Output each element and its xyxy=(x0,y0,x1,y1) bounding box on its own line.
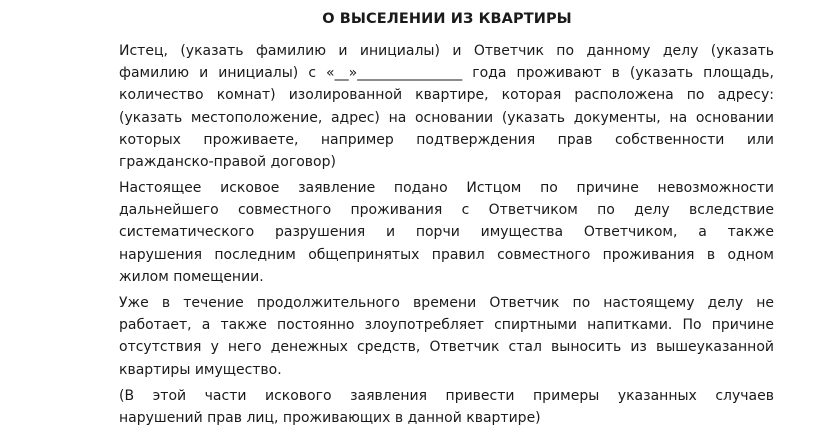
paragraph-line: нарушений прав лиц, проживающих в данной квартире) xyxy=(119,410,541,427)
paragraph-line: отсутствия у него денежных средств, Ответчик стал выносить из вышеуказанной xyxy=(119,339,774,356)
paragraph-line: жилом помещении. xyxy=(119,268,264,285)
paragraph-line: Настоящее исковое заявление подано Истцом по причине невозможности xyxy=(119,180,774,196)
paragraph-reason xyxy=(119,177,774,288)
document-title: О ВЫСЕЛЕНИИ ИЗ КВАРТИРЫ xyxy=(322,11,572,27)
paragraph-line: которых проживаете, например подтверждения прав собственности или xyxy=(119,131,774,148)
paragraph-line: гражданско-правой договор) xyxy=(119,154,336,171)
paragraph-line: нарушения последним общепринятых правил совместного проживания в одном xyxy=(119,246,774,263)
paragraph-residence xyxy=(119,40,774,173)
paragraph-line: (указать местоположение, адрес) на основании (указать документы, на основании xyxy=(119,109,774,126)
paragraph-line: дальнейшего совместного проживания с Ответчиком по делу вследствие xyxy=(119,202,774,219)
paragraph-line: Уже в течение продолжительного времени Ответчик по настоящему делу не xyxy=(119,295,774,311)
paragraph-line: систематического разрушения и порчи имущества Ответчиком, а также xyxy=(119,224,774,241)
paragraph-behavior xyxy=(119,292,774,381)
paragraph-line: работает, а также постоянно злоупотребляет спиртными напитками. По причине xyxy=(119,317,774,334)
paragraph-line: квартиры имущество. xyxy=(119,361,282,378)
paragraph-line: Истец, (указать фамилию и инициалы) и Ответчик по данному делу (указать xyxy=(119,43,774,59)
paragraph-examples-note xyxy=(119,385,774,429)
paragraph-line: фамилию и инициалы) с «__»_______________ года проживают в (указать площадь, xyxy=(119,65,774,82)
paragraph-line: количество комнат) изолированной квартире, которая расположена по адресу: xyxy=(119,87,774,104)
paragraph-line: (В этой части искового заявления привести примеры указанных случаев xyxy=(119,388,774,404)
